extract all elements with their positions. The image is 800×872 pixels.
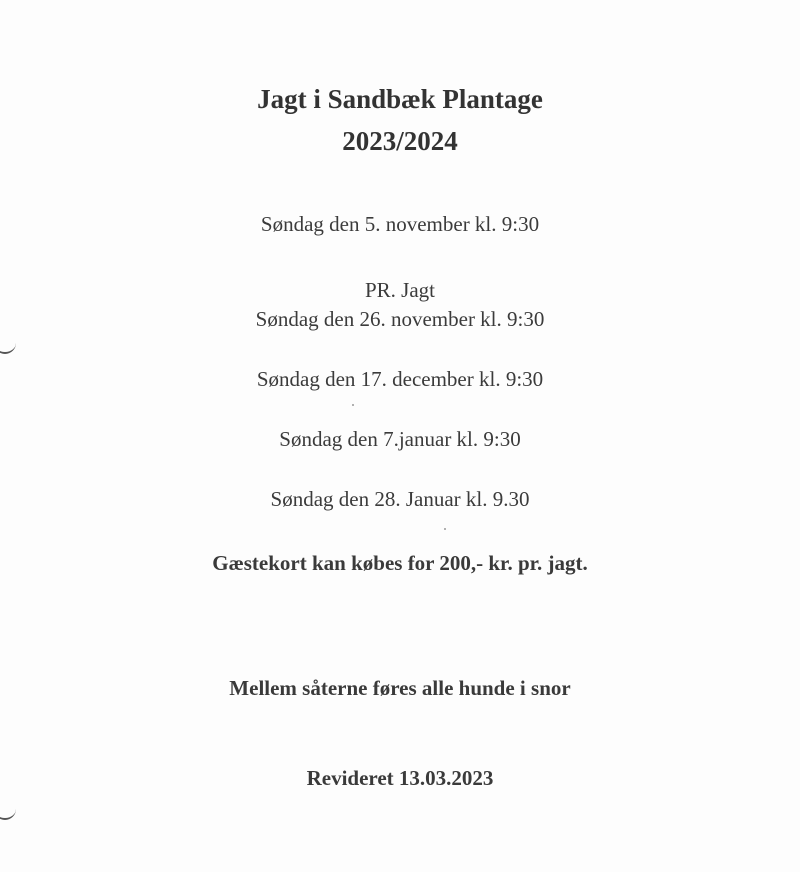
guest-card-note: Gæstekort kan købes for 200,- kr. pr. jagt. bbox=[212, 551, 588, 575]
event-date: Søndag den 26. november kl. 9:30 bbox=[255, 307, 545, 331]
punch-hole-mark bbox=[0, 806, 16, 820]
scan-speck bbox=[444, 528, 446, 530]
event-prefix: PR. Jagt bbox=[364, 278, 435, 302]
scan-speck bbox=[352, 404, 354, 406]
event-date: Søndag den 5. november kl. 9:30 bbox=[260, 212, 540, 236]
dog-leash-note: Mellem såterne føres alle hunde i snor bbox=[229, 676, 571, 700]
event-date: Søndag den 28. Januar kl. 9.30 bbox=[270, 487, 530, 511]
event-date: Søndag den 17. december kl. 9:30 bbox=[256, 367, 544, 391]
season-label: 2023/2024 bbox=[342, 126, 458, 156]
event-date: Søndag den 7.januar kl. 9:30 bbox=[279, 427, 521, 451]
revision-date: Revideret 13.03.2023 bbox=[306, 766, 494, 790]
document-title: Jagt i Sandbæk Plantage bbox=[257, 84, 543, 114]
punch-hole-mark bbox=[0, 340, 16, 354]
